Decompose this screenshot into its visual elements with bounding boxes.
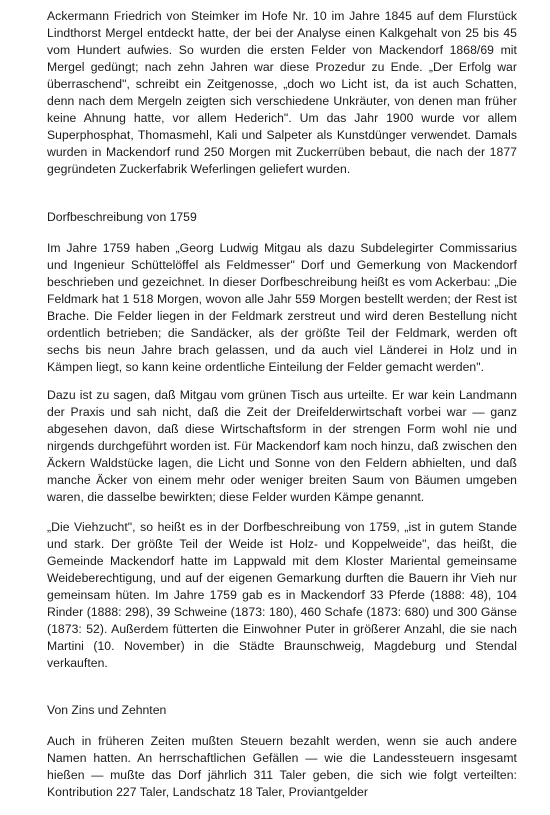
heading-dorfbeschreibung: Dorfbeschreibung von 1759 (47, 210, 197, 224)
heading-zins-zehnten: Von Zins und Zehnten (47, 703, 167, 717)
paragraph-mergel: Ackermann Friedrich von Steimker im Hofe Nr. 10 im Jahre 1845 auf dem Flurstück Lindthorst Mergel entdeckt hatte, der bei der Analyse einen Kalkgehalt von 25 bis 45 vom Hundert aufwies. So wurden die ersten Felder von Mackendorf 1868/69 mit Mergel gedüngt; nach zehn Jahren war diese Prozedur zu Ende. „Der Erfolg war überraschend", schreibt ein Zeitgenosse, „doch wo Licht ist, da ist auch Schatten, denn nach dem Mergeln zeigten sich verschiedene Unkräuter, von denen man früher keine Ahnung hatte, vor allem Hederich". Um das Jahr 1900 wurde vor allem Superphosphat, Thomasmehl, Kali und Salpeter als Kunstdünger verwendet. Damals wurden in Mackendorf rund 250 Morgen mit Zuckerrüben bebaut, die nach der 1877 gegründeten Zuckerfabrik Weferlingen geliefert wurden. (47, 9, 517, 176)
paragraph-steuern: Auch in früheren Zeiten mußten Steuern bezahlt werden, wenn sie auch andere Namen hatten. An herrschaftlichen Gefällen — wie die Landessteuern insgesamt hießen — mußte das Dorf jährlich 311 Taler geben, die sich wie folgt verteilten: Kontribution 227 Taler, Landschatz 18 Taler, Proviantgelder (47, 734, 517, 799)
paragraph-viehzucht: „Die Viehzucht", so heißt es in der Dorfbeschreibung von 1759, „ist in gutem Stande und stark. Der größte Teil der Weide ist Holz- und Koppelweide", das heißt, die Gemeinde Mackendorf hatte im Lappwald mit dem Kloster Mariental gemeinsame Weideberechtigung, und auf der eigenen Gemarkung durften die Bauern ihr Vieh nur gemeinsam hüten. Im Jahre 1759 gab es in Mackendorf 33 Pferde (1888: 48), 104 Rinder (1888: 298), 39 Schweine (1873: 180), 460 Schafe (1873: 680) und 300 Gänse (1873: 52). Außerdem fütterten die Einwohner Puter in größerer Anzahl, die sie nach Martini (10. November) in die Städte Braunschweig, Magdeburg und Stendal verkauften. (47, 520, 517, 670)
document-page (47, 8, 517, 815)
paragraph-gruenen-tisch: Dazu ist zu sagen, daß Mitgau vom grünen Tisch aus urteilte. Er war kein Landmann der Praxis und sah nicht, daß die Zeit der Dreifelderwirtschaft vorbei war — ganz abgesehen davon, daß diese Wirtschaftsform in der strengen Form wohl nie und nirgends durchgeführt worden ist. Für Mackendorf kam noch hinzu, daß zwischen den Äckern Waldstücke lagen, die Licht und Sonne von den Feldern abhielten, und daß manche Äcker von einem mehr oder weniger breiten Saum von Bäumen umgeben waren, die dasselbe bewirkten; diese Felder wurden Kämpe genannt. (47, 388, 517, 504)
paragraph-mitgau: Im Jahre 1759 haben „Georg Ludwig Mitgau als dazu Subdelegirter Commissarius und Ingenieur Schüttelöffel als Feldmesser" Dorf und Gemerkung von Mackendorf beschrieben und gezeichnet. In dieser Dorfbeschreibung heißt es vom Ackerbau: „Die Feldmark hat 1 518 Morgen, wovon alle Jahr 559 Morgen bestellt werden; der Rest ist Brache. Die Felder liegen in der Feldmark zerstreut und wird deren Bestellung nicht ordentlich betrieben; die Sandäcker, als der größte Teil der Feldmark, werden oft sechs bis neun Jahre brach gelassen, und da auch viel Länderei in Holz und in Kämpen liegt, so kann keine ordentliche Einteilung der Felder gemacht werden". (47, 241, 517, 374)
